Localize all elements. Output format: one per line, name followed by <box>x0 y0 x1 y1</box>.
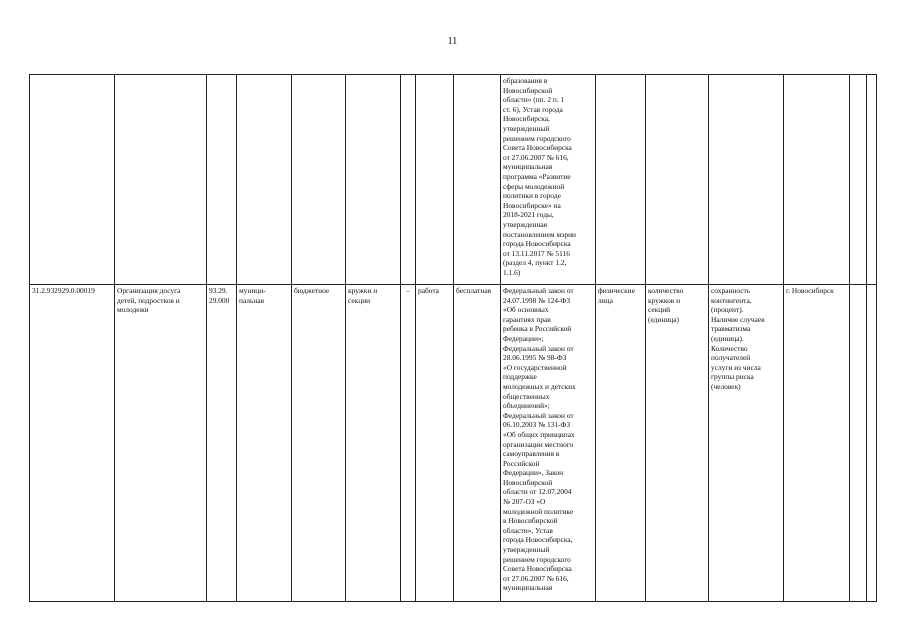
cell-code <box>30 75 115 285</box>
cell-empty <box>850 75 867 285</box>
cell-payment <box>454 75 501 285</box>
cell-name <box>115 75 207 285</box>
cell-form <box>416 75 454 285</box>
page-number: 11 <box>447 36 458 47</box>
cell-volume-indicator <box>646 75 709 285</box>
cell-okved <box>207 75 237 285</box>
cell-location <box>784 75 850 285</box>
table-row <box>30 285 877 602</box>
cell-financing: бюджетное <box>292 285 346 602</box>
table-row <box>30 75 877 285</box>
cell-basis: образования в Новосибирской области» (пп. 2 п. 1 ст. 6), Устав города Новосибирска, утвержденный решением городского Совета Новосибирска от 27.06.2007 № 616, муниципальная программа «Развитие сферы молодежной политики в городе Новосибирске» на 2018-2021 годы, утвержденная постановлением мэрии города Новосибирска от 13.11.2017 № 5116 (раздел 4, пункт 1.2, 1.1.6) <box>501 75 596 285</box>
cell-empty <box>867 75 877 285</box>
cell-quality-indicator: сохранность контингента, (процент). Наличие случаев травматизма (единица). Количество получателей услуги из числа группы риска (человек) <box>709 285 784 602</box>
cell-volume-indicator: количество кружков и секций (единица) <box>646 285 709 602</box>
cell-consumers <box>596 75 646 285</box>
cell-institution-type <box>237 75 292 285</box>
cell-location: г. Новосибирск <box>784 285 850 602</box>
cell-content <box>346 75 401 285</box>
cell-payment: бесплатная <box>454 285 501 602</box>
cell-code: 31.2.932929.0.00019 <box>30 285 115 602</box>
register-table <box>29 74 877 602</box>
cell-condition <box>401 75 416 285</box>
cell-empty <box>850 285 867 602</box>
cell-consumers: физические лица <box>596 285 646 602</box>
cell-basis: Федеральный закон от 24.07.1998 № 124-ФЗ «Об основных гарантиях прав ребенка в Российской Федерации»; Федеральный закон от 28.06.1995 № 98-ФЗ «О государственной поддержке молодежных и детских общественных объединений»; Федеральный закон от 06.10.2003 № 131-ФЗ «Об общих принципах организации местного самоуправления в Российской Федерации», Закон Новосибирской области от 12.07.2004 № 207-ОЗ «О молодежной политике в Новосибирской области», Устав города Новосибирска, утвержденный решением городского Совета Новосибирска от 27.06.2007 № 616, муниципальная <box>501 285 596 602</box>
cell-okved: 93.29. 29.000 <box>207 285 237 602</box>
cell-quality-indicator <box>709 75 784 285</box>
cell-financing <box>292 75 346 285</box>
cell-content: кружки и секции <box>346 285 401 602</box>
cell-institution-type: муници- пальная <box>237 285 292 602</box>
cell-condition: - <box>401 285 416 602</box>
cell-empty <box>867 285 877 602</box>
cell-name: Организация досуга детей, подростков и молодежи <box>115 285 207 602</box>
cell-form: работа <box>416 285 454 602</box>
